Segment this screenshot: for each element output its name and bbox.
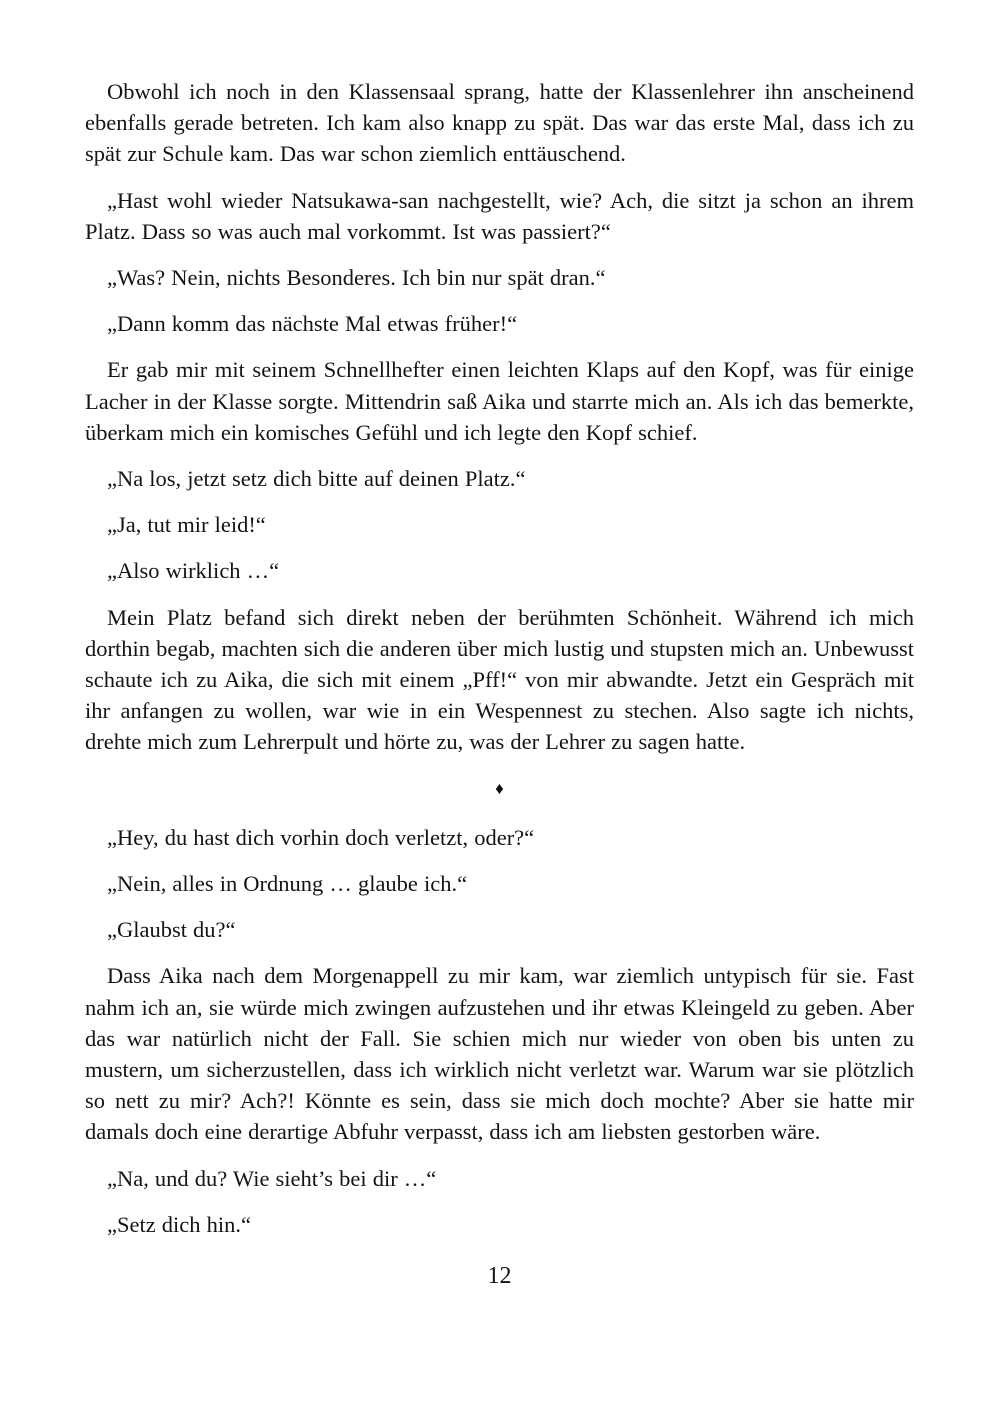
paragraph: Mein Platz befand sich direkt neben der berühmten Schönheit. Während ich mich dorthin begab, machten sich die anderen über mich lustig und stupsten mich an. Unbewusst schaute ich zu Aika, die sich mit einem „Pff!“ von mir abwandte. Jetzt ein Gespräch mit ihr anfangen zu wollen, war wie in ein Wespennest zu stechen. Also sagte ich nichts, drehte mich zum Lehrerpult und hörte zu, was der Lehrer zu sagen hatte. (85, 604, 914, 755)
paragraph: Er gab mir mit seinem Schnellhefter einen leichten Klaps auf den Kopf, was für einige Lacher in der Klasse sorgte. Mittendrin saß Aika und starrte mich an. Als ich das bemerkte, überkam mich ein komisches Gefühl und ich legte den Kopf schief. (85, 357, 914, 445)
dialogue-paragraph: „Also wirklich …“ (107, 558, 280, 584)
dialogue-paragraph: „Dann komm das nächste Mal etwas früher!“ (107, 311, 518, 337)
diamond-icon: ♦ (495, 778, 504, 798)
dialogue-paragraph: „Was? Nein, nichts Besonderes. Ich bin nur spät dran.“ (107, 265, 606, 291)
text-block (85, 76, 914, 1240)
dialogue-paragraph: „Na, und du? Wie sieht’s bei dir …“ (107, 1165, 437, 1191)
page-number: 12 (487, 1263, 512, 1290)
paragraph: Dass Aika nach dem Morgenappell zu mir kam, war ziemlich untypisch für sie. Fast nahm ich an, sie würde mich zwingen aufzustehen und ihr etwas Kleingeld zu geben. Aber das war natürlich nicht der Fall. Sie schien mich nur wieder von oben bis unten zu mustern, um sicherzustellen, dass ich wirklich nicht verletzt war. Warum war sie plötzlich so nett zu mir? Ach?! Könnte es sein, dass sie mich doch mochte? Aber sie hatte mir damals doch eine derartige Abfuhr verpasst, dass ich am liebsten gestorben wäre. (85, 963, 914, 1145)
dialogue-paragraph: „Setz dich hin.“ (107, 1211, 251, 1237)
paragraph: Obwohl ich noch in den Klassensaal sprang, hatte der Klassenlehrer ihn anscheinend ebenfalls gerade betreten. Ich kam also knapp zu spät. Das war das erste Mal, dass ich zu spät zur Schule kam. Das war schon ziemlich enttäuschend. (85, 79, 914, 167)
dialogue-paragraph: „Glaubst du?“ (107, 917, 236, 943)
dialogue-paragraph: „Na los, jetzt setz dich bitte auf deinen Platz.“ (107, 466, 526, 492)
section-divider (85, 773, 914, 804)
dialogue-paragraph: „Nein, alles in Ordnung … glaube ich.“ (107, 871, 468, 897)
dialogue-paragraph: „Ja, tut mir leid!“ (107, 512, 266, 538)
dialogue-paragraph: „Hey, du hast dich vorhin doch verletzt, oder?“ (107, 824, 535, 850)
dialogue-paragraph: „Hast wohl wieder Natsukawa-san nachgestellt, wie? Ach, die sitzt ja schon an ihrem Platz. Dass so was auch mal vorkommt. Ist was passiert?“ (85, 187, 914, 244)
